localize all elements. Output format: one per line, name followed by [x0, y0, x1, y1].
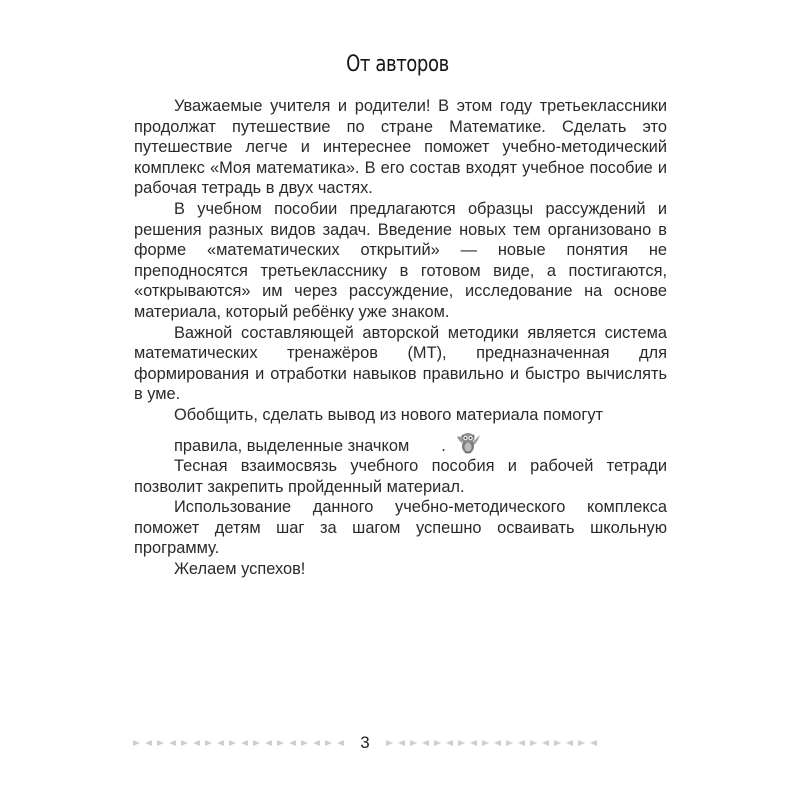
paragraph-rules [134, 405, 667, 456]
rules-line-2 [134, 431, 446, 457]
owl-icon [415, 431, 441, 455]
paragraph-usage: Использование данного учебно-методического комплекса поможет детям шаг за шагом успешно осваивать школьную программу. [134, 498, 667, 558]
rules-line-1: Обобщить, сделать вывод из нового материала помогут [174, 405, 604, 424]
rules-line-2-period: . [441, 436, 446, 455]
page-title: От авторов [346, 52, 449, 77]
page-footer [133, 733, 638, 753]
paragraph-wishes: Желаем успехов! [174, 560, 306, 579]
paragraph-intro: Уважаемые учителя и родители! В этом году третьеклассники продолжат путешествие по стране Математике. Сделать это путешествие легче и интереснее поможет учебно-методический комплекс «Моя математика». В его состав входят учебное пособие и рабочая тетрадь в двух частях. [134, 97, 667, 198]
page-number: 3 [360, 733, 370, 752]
paragraph-connection: Тесная взаимосвязь учебного пособия и рабочей тетради позволит закрепить пройденный материал. [134, 457, 667, 496]
body-text [134, 96, 667, 580]
footer-ornament-right [386, 740, 597, 746]
rules-line-2-text: правила, выделенные значком [174, 436, 410, 455]
paragraph-textbook: В учебном пособии предлагаются образцы рассуждений и решения разных видов задач. Введение новых тем организовано в форме «математических открытий» — новые понятия не преподносятся третьекласснику в готовом виде, а постигаются, «открываются» им через рассуждение, исследование на основе материала, который ребёнку уже знаком. [134, 199, 667, 321]
paragraph-trainers: Важной составляющей авторской методики является система математических тренажёров (МТ), предназначенная для формирования и отработки навыков правильно и быстро вычислять в уме. [134, 323, 667, 404]
footer-ornament-left [133, 740, 344, 746]
